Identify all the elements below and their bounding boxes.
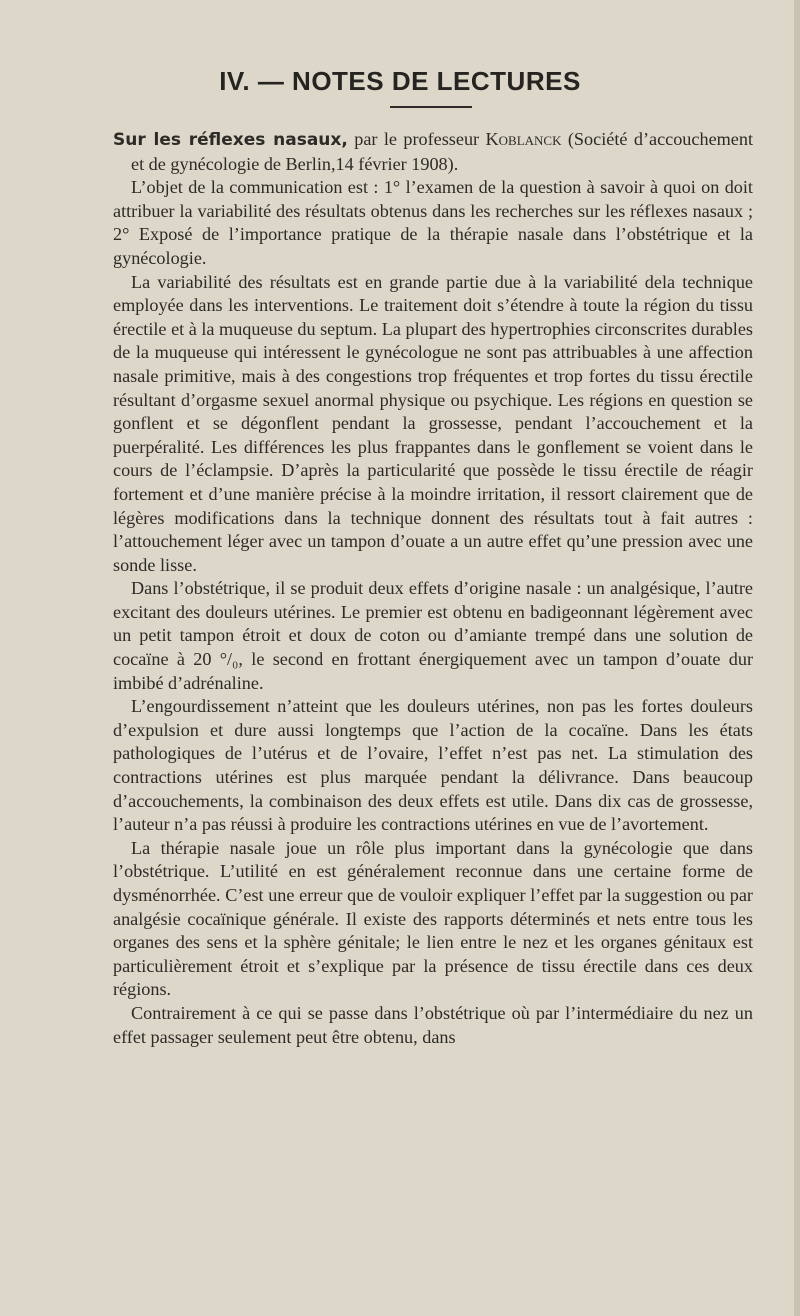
article-intro bbox=[113, 128, 753, 176]
paragraph: La thérapie nasale joue un rôle plus important dans la gynécologie que dans l’obstétrique. L’utilité en est généralement reconnue dans une certaine forme de dysménorrhée. C’est une erreur que de vouloir expliquer l’effet par la suggestion ou par analgésie cocaïnique générale. Il existe des rapports déterminés et nets entre tous les organes des sens et la sphère génitale; le lien entre le nez et les organes génitaux est particulièrement étroit et s’explique par la présence de tissu érectile dans ces deux régions. bbox=[113, 837, 753, 1000]
page-edge bbox=[794, 0, 800, 1316]
byline-prefix: par le professeur bbox=[347, 129, 486, 149]
article-author: Koblanck bbox=[485, 129, 562, 149]
byline-suffix: (Société d’accouchement et de gynécologie de Berlin,14 février 1908). bbox=[131, 129, 754, 174]
article-body bbox=[113, 128, 753, 1049]
paragraph: La variabilité des résultats est en grande partie due à la variabilité dela technique employée dans les interventions. Le traitement doit s’étendre à toute la région du tissu érectile et à la muqueuse du septum. La plupart des hypertrophies circonscrites durables de la muqueuse qui intéressent le gynécologue ne sont pas attribuables à une affection nasale primitive, mais à des congestions trop fréquentes et trop fortes du tissu érectile résultant d’orgasme sexuel anormal physique ou psychique. Les régions en question se gonflent et se dégonflent pendant la grossesse, pendant l’accouchement et la puerpéralité. Les différences les plus frappantes dans le gonflement se voient dans le cours de l’éclampsie. D’après la particularité que possède le tissu érectile de réagir fortement et d’une manière précise à la moindre irritation, il ressort clairement que de légères modifications dans la technique donnent des résultats tout à fait autres : l’attouchement léger avec un tampon d’ouate a un autre effet qu’une pression avec une sonde lisse. bbox=[113, 271, 753, 575]
paragraph: L’engourdissement n’atteint que les douleurs utérines, non pas les fortes douleurs d’expulsion et dure aussi longtemps que l’action de la cocaïne. Dans les états pathologiques de l’utérus et de l’ovaire, l’effet n’est pas net. La stimulation des contractions utérines est plus marquée pendant la délivrance. Dans beaucoup d’accouchements, la combinaison des deux effets est utile. Dans dix cas de grossesse, l’auteur n’a pas réussi à produire les contractions utérines en vue de l’avortement. bbox=[113, 696, 753, 835]
paragraph: Contrairement à ce qui se passe dans l’obstétrique où par l’intermédiaire du nez un effet passager seulement peut être obtenu, dans bbox=[113, 1002, 753, 1047]
section-heading: IV. — NOTES DE LECTURES bbox=[219, 66, 581, 96]
paragraph: L’objet de la communication est : 1° l’examen de la question à savoir à quoi on doit attribuer la variabilité des résultats obtenus dans les recherches sur les réflexes nasaux ; 2° Exposé de l’importance pratique de la thérapie nasale dans l’obstétrique et la gynécologie. bbox=[113, 177, 753, 268]
paragraph: Dans l’obstétrique, il se produit deux effets d’origine nasale : un analgésique, l’autre excitant des douleurs utérines. Le premier est obtenu en badigeonnant légèrement avec un petit tampon étroit et doux de coton ou d’amiante trempé dans une solution de cocaïne à 20 °/₀, le second en frottant énergiquement avec un tampon d’ouate dur imbibé d’adrénaline. bbox=[113, 578, 753, 693]
article-title: Sur les réflexes nasaux, bbox=[113, 130, 348, 150]
heading-underline bbox=[390, 106, 472, 108]
